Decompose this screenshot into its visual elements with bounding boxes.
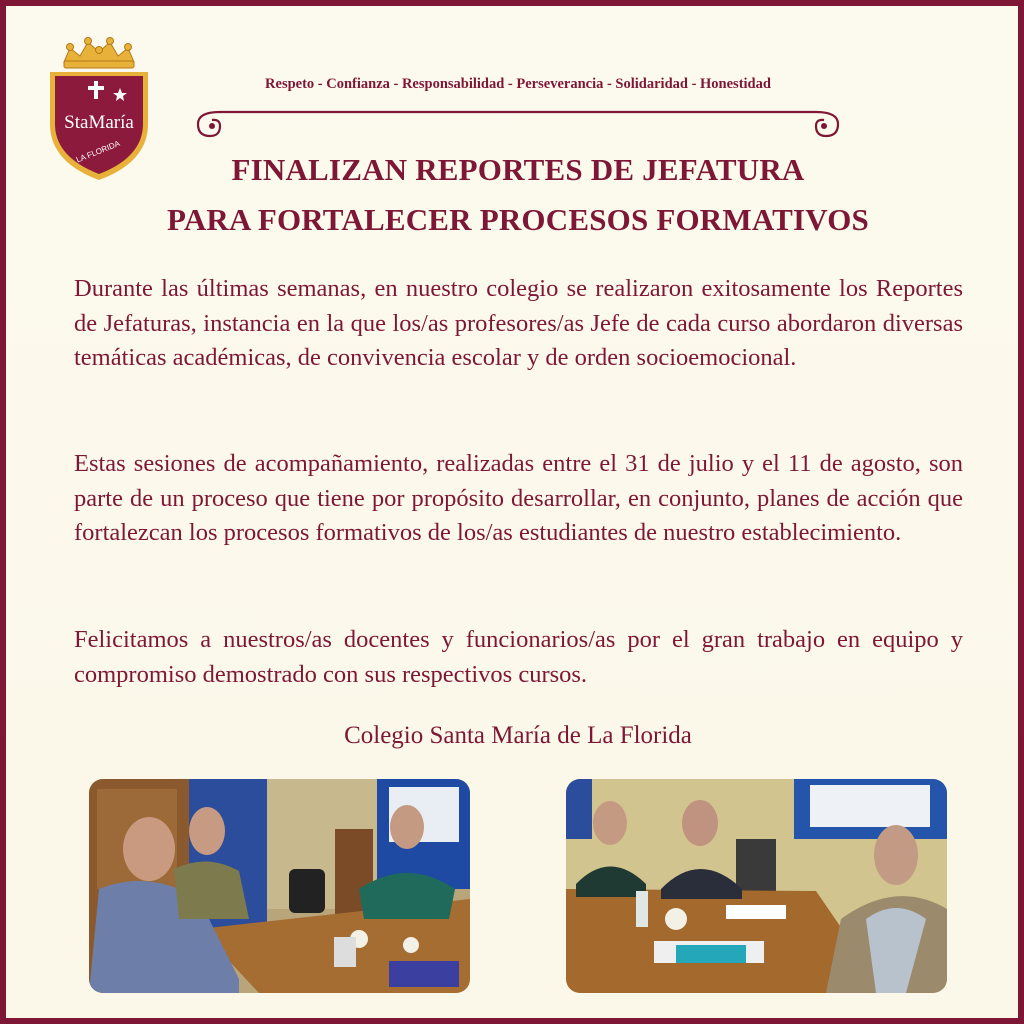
meeting-photo-left	[89, 779, 470, 993]
logo-sub-text: LA FLORIDA	[74, 138, 122, 165]
meeting-photo-right	[566, 779, 947, 993]
body-paragraph-2: Estas sesiones de acompañamiento, realizadas entre el 31 de julio y el 11 de agosto, son parte de un proceso que tiene por propósito desarrollar, en conjunto, planes de acción que fortalezcan los procesos formativos de los/as estudiantes de nuestro establecimiento.	[74, 450, 963, 546]
signature: Colegio Santa María de La Florida	[344, 722, 692, 749]
school-values-line: Respeto - Confianza - Responsabilidad - Perseverancia - Solidaridad - Honestidad	[265, 76, 771, 92]
logo-brand-text: StaMaría	[64, 112, 134, 133]
decorative-flourish	[192, 106, 844, 140]
headline-line-2: PARA FORTALECER PROCESOS FORMATIVOS	[167, 202, 869, 237]
body-paragraph-1: Durante las últimas semanas, en nuestro colegio se realizaron exitosamente los Reportes de Jefaturas, instancia en la que los/as profesores/as Jefe de cada curso abordaron diversas temáticas académicas, de convivencia escolar y de orden socioemocional.	[74, 275, 963, 371]
body-paragraph-3: Felicitamos a nuestros/as docentes y funcionarios/as por el gran trabajo en equipo y compromiso demostrado con sus respectivos cursos.	[74, 626, 963, 688]
headline-line-1: FINALIZAN REPORTES DE JEFATURA	[231, 152, 805, 187]
